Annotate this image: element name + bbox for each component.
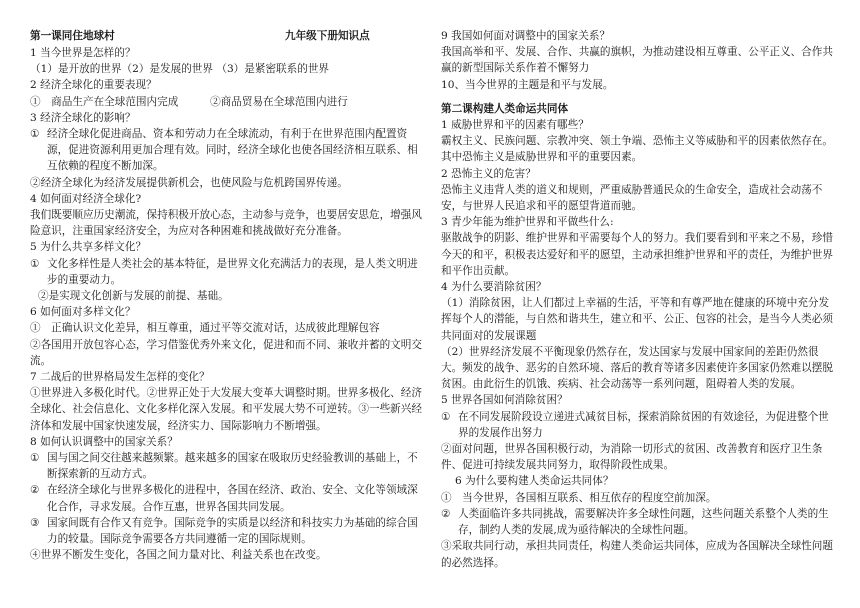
answer: （1）消除贫困，让人们都过上幸福的生活，平等和有尊严地在健康的环境中充分发挥每个人的潜能，与自然和谐共生，建立和平、公正、包容的社会，是当今人类必须共同面对的发展课题 [441,297,833,342]
answer: （2）世界经济发展不平衡现象仍然存在，发达国家与发展中国家间的差距仍然很大。频发的战争、恶劣的自然环境、落后的教育等诸多因素使许多国家仍然难以摆脱贫困。由此衍生的饥饿、疾病、社会动荡等一系列问题，阻碍着人类的发展。 [441,345,833,391]
item-number: ① [441,410,451,423]
spacer [441,93,836,101]
item-text: 在经济全球化与世界多极化的进程中，各国在经济、政治、安全、文化等领域深化合作，寻求发展。合作互惠，世界各国共同发展。 [47,484,418,513]
item-text: 经济全球化促进商品、资本和劳动力在全球流动，有利于在世界范围内配置资源，促进资源利用更加合理有效。同时，经济全球化也使各国经济相互联系、相互依赖的程度不断加深。 [47,128,418,173]
answer: 我们既要顺应历史潮流，保持积极开放心态，主动参与竞争，也要居安思危，增强风险意识，注重国家经济安全，为应对各种困难和挑战做好充分准备。 [30,209,422,238]
item-number: ① [30,128,40,141]
question: 3 经济全球化的影响？ [30,111,136,124]
page-header [30,28,425,45]
question: 9 我国如何面对调整中的国家关系？ [441,30,611,42]
question: 2 恐怖主义的危害？ [441,167,536,180]
question: 4 为什么要消除贫困？ [441,281,547,294]
answer: （1）是开放的世界（2）是发展的世界 （3）是紧密联系的世界 [30,63,330,76]
item-number: ③ [30,516,40,529]
question: 1 威胁世界和平的因素有哪些？ [441,119,589,132]
answer: ②经济全球化为经济发展提供新机会，也使风险与危机跨国界传递。 [30,176,348,189]
question: 1 当今世界是怎样的？ [30,47,136,59]
answer: ②是实现文化创新与发展的前提、基础。 [38,290,229,303]
item-number: ① [30,452,40,465]
question: 3 青少年能为维护世界和平做些什么: [441,216,614,229]
answer-item [441,409,836,441]
question: 8 如何认识调整中的国家关系？ [30,435,178,448]
answer-item [30,482,425,514]
item-text: 在不同发展阶段设立递进式减贫目标，探索消除贫困的有效途径，为促进整个世界的发展作出努力 [458,410,829,439]
answer: 我国高举和平、发展、合作、共赢的旗帜，为推动建设相互尊重、公平正义、合作共赢的新型国际关系作着不懈努力 [441,46,833,75]
question: 5 为什么共享多样文化？ [30,241,147,254]
answer: ③采取共同行动，承担共同责任，构建人类命运共同体，应成为各国解决全球性问题的必然选择。 [441,540,833,569]
lesson-title: 第二课构建人类命运共同体 [441,102,569,115]
left-column [30,28,425,564]
answer: ① 商品生产在全球范围内完成 ②商品贸易在全球范围内进行 [30,95,348,108]
lesson-title: 第一课同住地球村 [30,30,115,42]
item-number: ② [441,507,451,520]
question: 6 为什么要构建人类命运共同体？ [455,475,614,488]
question: 7 二战后的世界格局发生怎样的变化？ [30,371,210,384]
answer-item [30,256,425,288]
item-text: 文化多样性是人类社会的基本特征，是世界文化充满活力的表现，是人类文明进步的重要动力。 [47,257,418,286]
document-title: 九年级下册知识点 [285,30,370,42]
item-text: 人类面临许多共同挑战，需要解决许多全球性问题，这些问题关系整个人类的生存，制约人类的发展,成为亟待解决的全球性问题。 [458,507,829,537]
question: 5 世界各国如何消除贫困？ [441,394,568,407]
right-column [441,28,836,571]
answer-item [30,126,425,175]
answer-item [30,515,425,547]
answer: ④世界不断发生变化，各国之间力量对比、利益关系也在改变。 [30,549,327,562]
answer: ②各国用开放包容心态，学习借鉴优秀外来文化，促进和而不同、兼收并蓄的文明交流。 [30,338,422,367]
item-text: 国家间既有合作又有竞争。国际竞争的实质是以经济和科技实力为基础的综合国力的较量。国际竞争需要各方共同遵循一定的国际规则。 [47,516,418,546]
question: 2 经济全球化的重要表现？ [30,79,157,92]
item-number: ② [30,484,40,497]
question: 4 如何面对经济全球化? [30,192,142,205]
question: 6 如何面对多样文化？ [30,306,136,319]
item-text: 国与国之间交往越来越频繁。越来越多的国家在吸取历史经验教训的基础上，不断探索新的互动方式。 [47,452,418,481]
item-number: ① [30,257,40,270]
question: 10、当今世界的主题是和平与发展。 [441,78,614,91]
answer: ①世界进入多极化时代。②世界正处于大发展大变革大调整时期。世界多极化、经济全球化、社会信息化、文化多样化深入发展。和平发展大势不可逆转。③一些新兴经济体和发展中国家快速发展，经济实力、国际影响力不断增强。 [30,387,422,432]
answer-item [441,506,836,538]
answer: ① 正确认识文化差异，相互尊重，通过平等交流对话，达成彼此理解包容 [30,322,380,335]
answer: 驱散战争的阴影、维护世界和平需要每个人的努力。我们要看到和平来之不易，珍惜今天的和平，积极表达爱好和平的愿望，主动承担维护世界和平的责任，为维护世界和平作出贡献。 [441,232,833,277]
answer: 恐怖主义违背人类的道义和规则，严重威胁普通民众的生命安全，造成社会动荡不安，与世界人民追求和平的愿望背道而驰。 [441,183,823,213]
answer: 霸权主义、民族问题、宗教冲突、领土争端、恐怖主义等威胁和平的因素依然存在。其中恐怖主义是威胁世界和平的重要因素。 [441,135,833,164]
answer: ②面对问题，世界各国积极行动，为消除一切形式的贫困、改善教育和医疗卫生条件、促进可持续发展共同努力，取得阶段性成果。 [441,443,823,472]
answer: ① 当今世界，各国相互联系、相互依存的程度空前加深。 [441,491,717,504]
answer-item [30,450,425,482]
